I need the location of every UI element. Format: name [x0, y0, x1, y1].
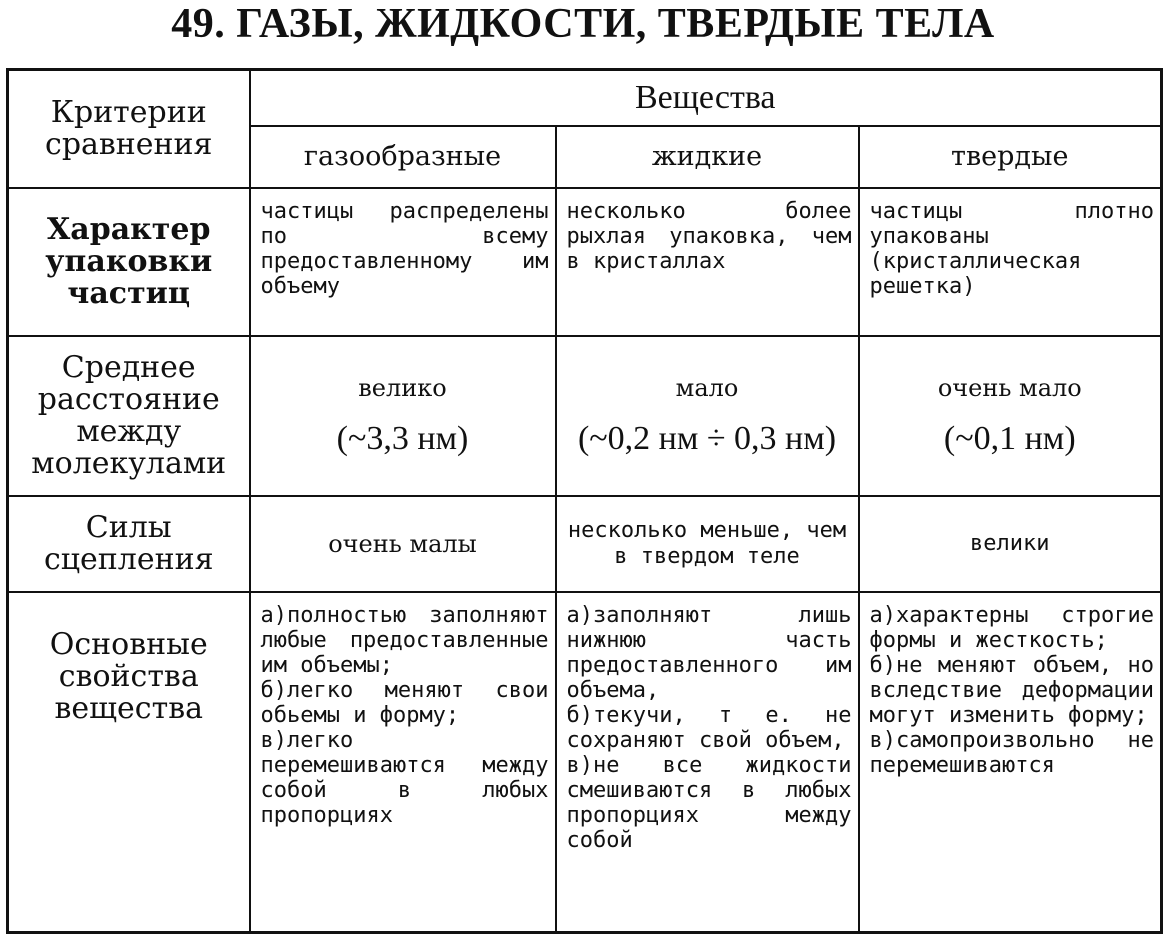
page-title: 49. ГАЗЫ, ЖИДКОСТИ, ТВЕРДЫЕ ТЕЛА: [171, 1, 995, 47]
cell-distance-gas: [250, 336, 556, 496]
cell-distance-solid: [859, 336, 1162, 496]
criterion-properties: Основные свойства вещества: [8, 592, 250, 933]
cell-properties-solid: [859, 592, 1162, 933]
distance-label: велико: [358, 373, 447, 402]
property-item: б)легко меняют свои обьемы и форму;: [260, 677, 549, 728]
comparison-table: [6, 68, 1163, 934]
distance-range: (~0,1 нм): [943, 419, 1076, 457]
cell-cohesion-liquid: несколько меньше, чем в твердом теле: [556, 496, 859, 592]
column-header-liquid: жидкие: [556, 126, 859, 188]
property-item: в)самопроизвольно не перемешиваются: [869, 727, 1155, 778]
distance-label: очень мало: [937, 373, 1082, 402]
cell-packing-liquid: несколько более рыхлая упаковка, чем в кристаллах: [556, 188, 859, 336]
cell-properties-liquid: [556, 592, 859, 933]
distance-label: мало: [675, 373, 739, 402]
property-item: б)не меняют объем, но вследствие деформации могут изменить форму;: [869, 652, 1155, 728]
property-item: а)характерны строгие формы и жесткость;: [869, 602, 1155, 653]
property-item: а)заполняют лишь нижнюю часть предоставленного им объема,: [566, 602, 852, 703]
criterion-cohesion: Силы сцепления: [8, 496, 250, 592]
criterion-distance: Среднее расстояние между молекулами: [8, 336, 250, 496]
property-item: б)текучи, т е. не сохраняют свой объем,: [566, 702, 852, 753]
cell-distance-liquid: [556, 336, 859, 496]
cell-properties-gas: [250, 592, 556, 933]
criterion-packing: Характер упаковки частиц: [8, 188, 250, 336]
property-item: в)не все жидкости смешиваются в любых пропорциях между собой: [566, 752, 852, 853]
cell-cohesion-solid: велики: [859, 496, 1162, 592]
substances-header: Вещества: [250, 70, 1162, 126]
property-item: а)полностью заполняют любые предоставленные им объемы;: [260, 602, 549, 678]
cell-cohesion-gas: очень малы: [250, 496, 556, 592]
cell-packing-solid: частицы плотно упакованы (кристаллическая решетка): [859, 188, 1162, 336]
cell-packing-gas: частицы распределены по всему предоставленному им объему: [250, 188, 556, 336]
distance-range: (~0,2 нм ÷ 0,3 нм): [577, 419, 837, 457]
criteria-header: Критерии сравнения: [8, 70, 250, 188]
property-item: в)легко перемешиваются между собой в любых пропорциях: [260, 727, 549, 828]
column-header-solid: твердые: [859, 126, 1162, 188]
distance-range: (~3,3 нм): [336, 419, 469, 457]
column-header-gas: газообразные: [250, 126, 556, 188]
